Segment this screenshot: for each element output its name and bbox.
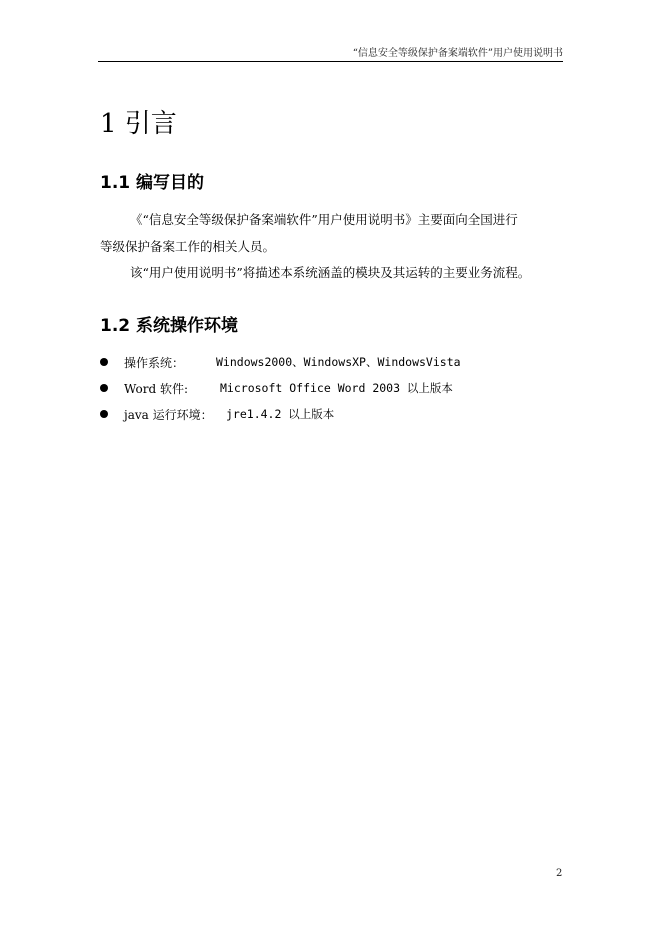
header-rule bbox=[98, 61, 563, 62]
paragraph-scope: 该“用户使用说明书”将描述本系统涵盖的模块及其运转的主要业务流程。 bbox=[130, 265, 531, 280]
paragraph-purpose-line-1: 《“信息安全等级保护备案端软件”用户使用说明书》主要面向全国进行 bbox=[130, 212, 518, 227]
list-item-word bbox=[100, 380, 520, 396]
page-number: 2 bbox=[556, 868, 563, 879]
list-item-label: Word 软件: bbox=[124, 382, 189, 396]
section-title-purpose: 1.1 编写目的 bbox=[100, 173, 205, 193]
list-item-value: Windows2000、WindowsXP、WindowsVista bbox=[216, 355, 461, 369]
list-item-value: Microsoft Office Word 2003 以上版本 bbox=[220, 381, 453, 395]
list-item-os bbox=[100, 354, 520, 370]
bullet-icon bbox=[100, 410, 108, 418]
running-header: “信息安全等级保护备案端软件”用户使用说明书 bbox=[352, 48, 563, 59]
list-item-label: 操作系统： bbox=[124, 356, 185, 370]
bullet-icon bbox=[100, 384, 108, 392]
paragraph-purpose-line-2: 等级保护备案工作的相关人员。 bbox=[100, 239, 276, 254]
chapter-title: 1 引言 bbox=[100, 109, 177, 139]
list-item-label: java 运行环境： bbox=[124, 408, 213, 422]
list-item-java bbox=[100, 406, 520, 422]
list-item-value: jre1.4.2 以上版本 bbox=[226, 407, 335, 421]
section-title-environment: 1.2 系统操作环境 bbox=[100, 316, 239, 336]
bullet-icon bbox=[100, 358, 108, 366]
